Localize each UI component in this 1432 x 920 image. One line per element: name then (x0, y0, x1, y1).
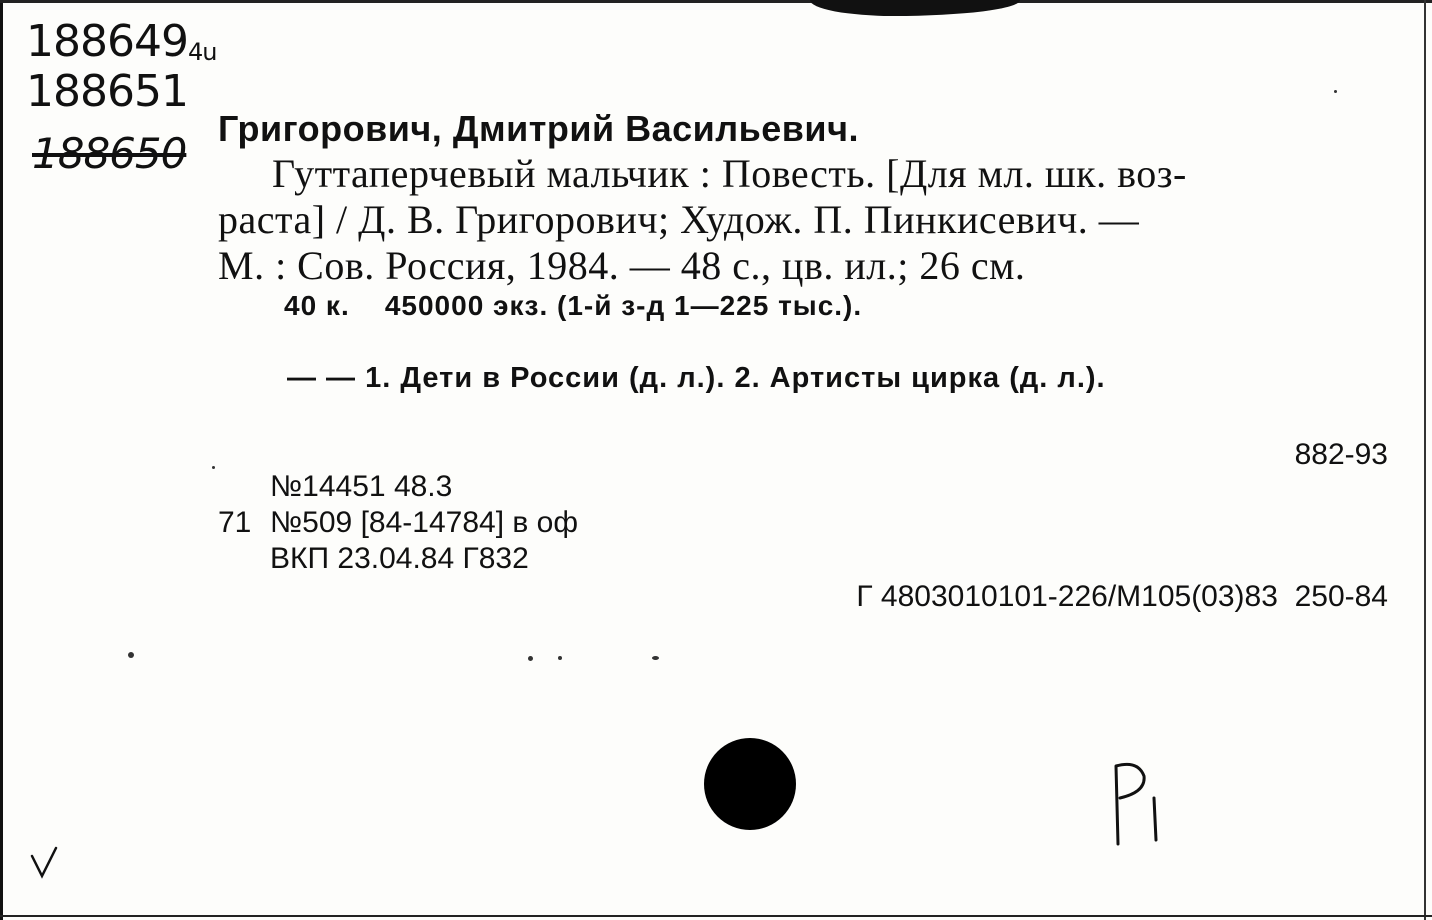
code-bottom: Г 4803010101-226/М105(03)83 250-84 (856, 580, 1388, 613)
inventory-number-2: 188651 (26, 66, 188, 117)
code-line-2-text: №509 [84-14784] в оф (270, 506, 578, 539)
handwritten-initial-mark (1110, 758, 1170, 848)
card-edge-left (0, 0, 3, 920)
ink-speck (652, 656, 659, 660)
ink-blot-top (810, 0, 1020, 16)
inventory-number-3-struck: 188650 (32, 129, 187, 178)
inventory-number-1 (26, 16, 217, 67)
code-line-3: ВКП 23.04.84 Г832 (270, 542, 529, 575)
inventory-number-1-text: 188649 (26, 16, 188, 67)
title-line-2: раста] / Д. В. Григорович; Худож. П. Пинкисевич. — (218, 197, 1140, 242)
ink-speck (1334, 90, 1337, 93)
check-icon (30, 846, 60, 880)
ink-speck (528, 656, 533, 661)
ink-speck (558, 656, 562, 660)
code-right-top: 882-93 (1294, 438, 1388, 471)
ink-speck (128, 652, 134, 658)
card-edge-bottom (0, 915, 1432, 917)
card-edge-top (0, 0, 1432, 3)
card-edge-right (1424, 0, 1426, 920)
price-circulation: 40 к. 450000 экз. (1-й з-д 1—225 тыс.). (284, 290, 863, 321)
title-line-1: Гуттаперчевый мальчик : Повесть. [Для мл. шк. воз- (272, 151, 1187, 196)
title-line-3: М. : Сов. Россия, 1984. — 48 с., цв. ил.; 26 см. (218, 243, 1026, 288)
code-line-1: №14451 48.3 (270, 470, 453, 503)
author-heading: Григорович, Дмитрий Васильевич. (218, 108, 859, 149)
inventory-number-1-suffix: 4u (187, 38, 217, 66)
code-line-2 (218, 506, 578, 540)
subject-headings: — — 1. Дети в России (д. л.). 2. Артисты цирка (д. л.). (287, 362, 1106, 394)
ink-speck (212, 466, 215, 469)
code-line-2-number: 71 (218, 506, 252, 539)
punch-hole-mark (704, 738, 796, 830)
